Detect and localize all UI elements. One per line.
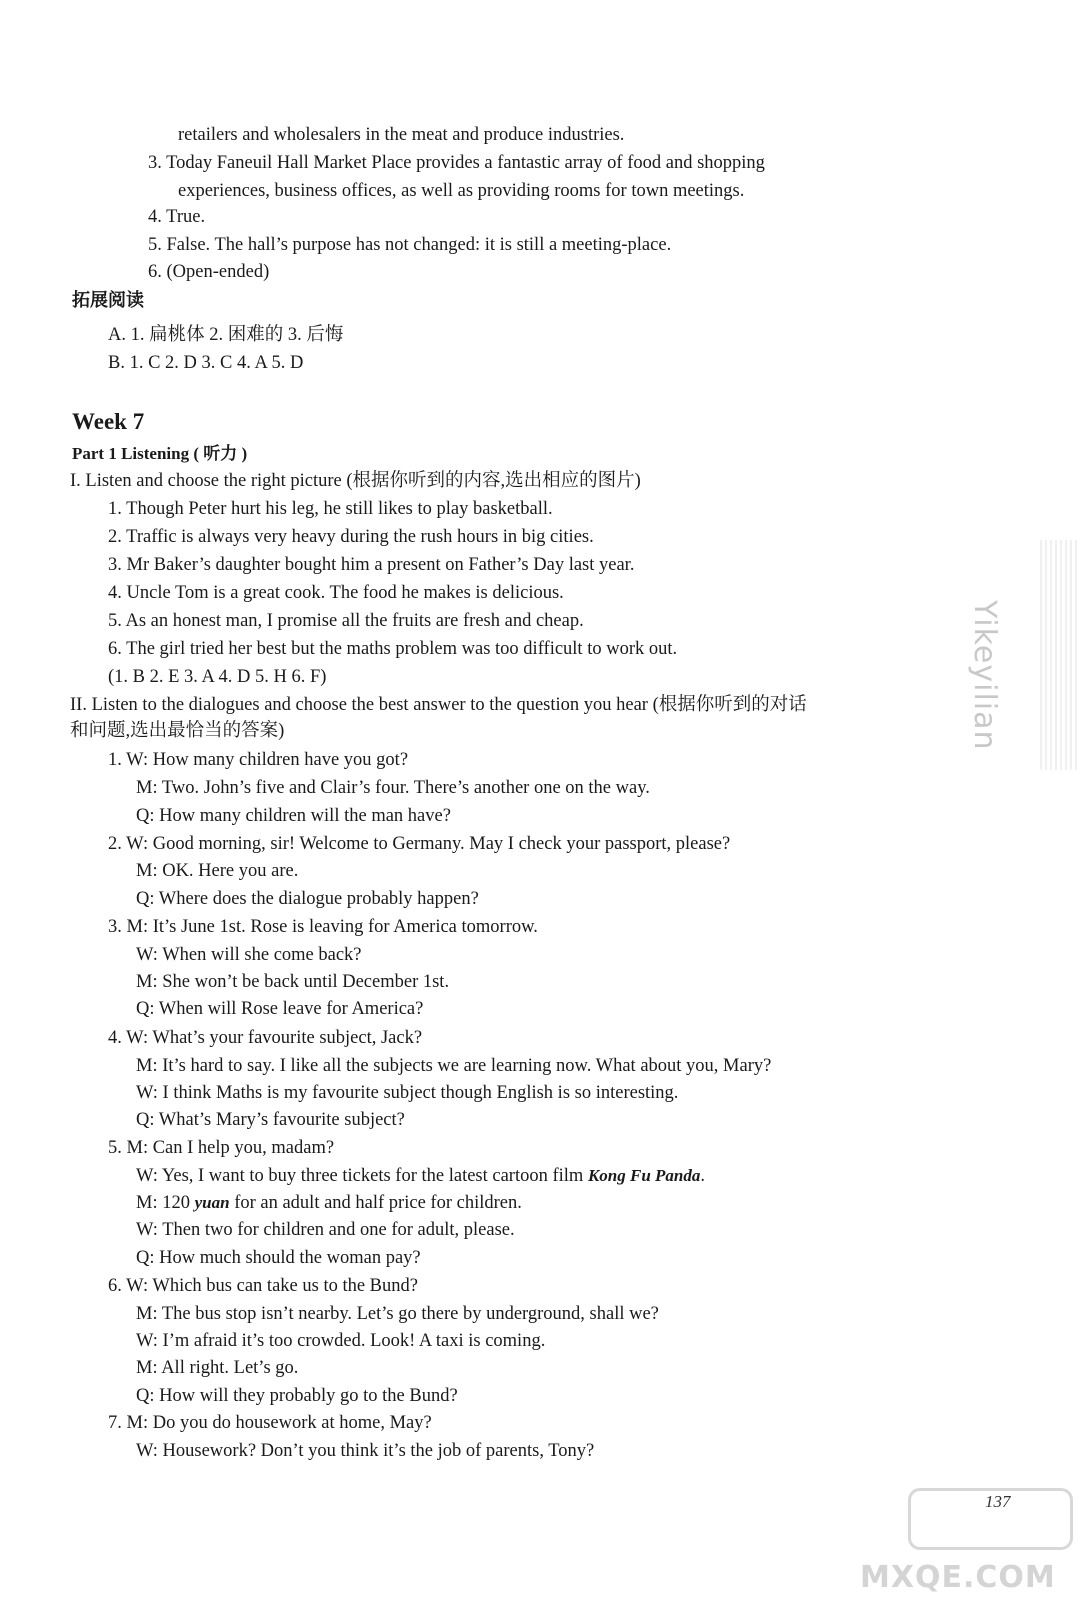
text-line: W: I’m afraid it’s too crowded. Look! A taxi is coming. <box>136 1331 546 1351</box>
text-line: 3. Today Faneuil Hall Market Place provides a fantastic array of food and shopping <box>148 153 765 173</box>
text-line: 5. As an honest man, I promise all the fruits are fresh and cheap. <box>108 611 584 631</box>
text-line: W: I think Maths is my favourite subject though English is so interesting. <box>136 1083 679 1103</box>
text-line: Part 1 Listening ( 听力 ) <box>72 444 248 463</box>
site-watermark: MXQE.COM <box>860 1560 1056 1595</box>
text-line: 6. W: Which bus can take us to the Bund? <box>108 1276 418 1296</box>
text-line: W: Then two for children and one for adult, please. <box>136 1220 515 1240</box>
text-line: 3. Mr Baker’s daughter bought him a present on Father’s Day last year. <box>108 555 635 575</box>
text-line: 5. M: Can I help you, madam? <box>108 1138 335 1158</box>
scan-edge-texture <box>1040 540 1080 770</box>
text-line: M: It’s hard to say. I like all the subjects we are learning now. What about you, Mary? <box>136 1056 772 1076</box>
text-line: retailers and wholesalers in the meat and produce industries. <box>178 125 625 145</box>
text-line: W: When will she come back? <box>136 945 362 965</box>
text-line: II. Listen to the dialogues and choose the best answer to the question you hear (根据你听到的对话 <box>70 695 807 715</box>
text-line: A. 1. 扁桃体 2. 困难的 3. 后悔 <box>108 325 344 345</box>
text-line: M: She won’t be back until December 1st. <box>136 972 450 992</box>
text-line: M: Two. John’s five and Clair’s four. There’s another one on the way. <box>136 778 650 798</box>
text-line: 和问题,选出最恰当的答案) <box>70 721 285 741</box>
text-line: M: 120 yuan for an adult and half price for children. <box>136 1193 522 1213</box>
text-line: B. 1. C 2. D 3. C 4. A 5. D <box>108 353 304 373</box>
text-line: I. Listen and choose the right picture (根据你听到的内容,选出相应的图片) <box>70 471 641 491</box>
text-line: Week 7 <box>72 409 145 434</box>
text-line: 5. False. The hall’s purpose has not changed: it is still a meeting-place. <box>148 235 672 255</box>
text-line: 4. True. <box>148 207 206 227</box>
text-line: 4. W: What’s your favourite subject, Jack? <box>108 1028 423 1048</box>
text-line: Q: What’s Mary’s favourite subject? <box>136 1110 405 1130</box>
text-line: 7. M: Do you do housework at home, May? <box>108 1413 432 1433</box>
text-line: (1. B 2. E 3. A 4. D 5. H 6. F) <box>108 667 327 687</box>
text-line: 6. (Open-ended) <box>148 262 270 282</box>
text-line: Q: How much should the woman pay? <box>136 1248 421 1268</box>
text-line: Q: How will they probably go to the Bund? <box>136 1386 458 1406</box>
text-line: Q: Where does the dialogue probably happen? <box>136 889 479 909</box>
text-line: 6. The girl tried her best but the maths problem was too difficult to work out. <box>108 639 678 659</box>
text-line: Q: When will Rose leave for America? <box>136 999 424 1019</box>
text-line: experiences, business offices, as well as providing rooms for town meetings. <box>178 181 745 201</box>
text-line: 2. W: Good morning, sir! Welcome to Germany. May I check your passport, please? <box>108 834 731 854</box>
side-watermark: Yikeyilian <box>967 600 1002 751</box>
text-line: 4. Uncle Tom is a great cook. The food he makes is delicious. <box>108 583 564 603</box>
text-line: M: The bus stop isn’t nearby. Let’s go there by underground, shall we? <box>136 1304 659 1324</box>
text-line: Q: How many children will the man have? <box>136 806 451 826</box>
text-line: 3. M: It’s June 1st. Rose is leaving for America tomorrow. <box>108 917 538 937</box>
text-line: 拓展阅读 <box>72 290 144 311</box>
text-line: 2. Traffic is always very heavy during the rush hours in big cities. <box>108 527 594 547</box>
text-line: M: OK. Here you are. <box>136 861 299 881</box>
text-line: W: Yes, I want to buy three tickets for the latest cartoon film Kong Fu Panda. <box>136 1166 706 1186</box>
text-line: M: All right. Let’s go. <box>136 1358 299 1378</box>
text-line: W: Housework? Don’t you think it’s the job of parents, Tony? <box>136 1441 595 1461</box>
page-number: 137 <box>985 1492 1011 1511</box>
text-line: 1. W: How many children have you got? <box>108 750 409 770</box>
text-line: 1. Though Peter hurt his leg, he still likes to play basketball. <box>108 499 553 519</box>
